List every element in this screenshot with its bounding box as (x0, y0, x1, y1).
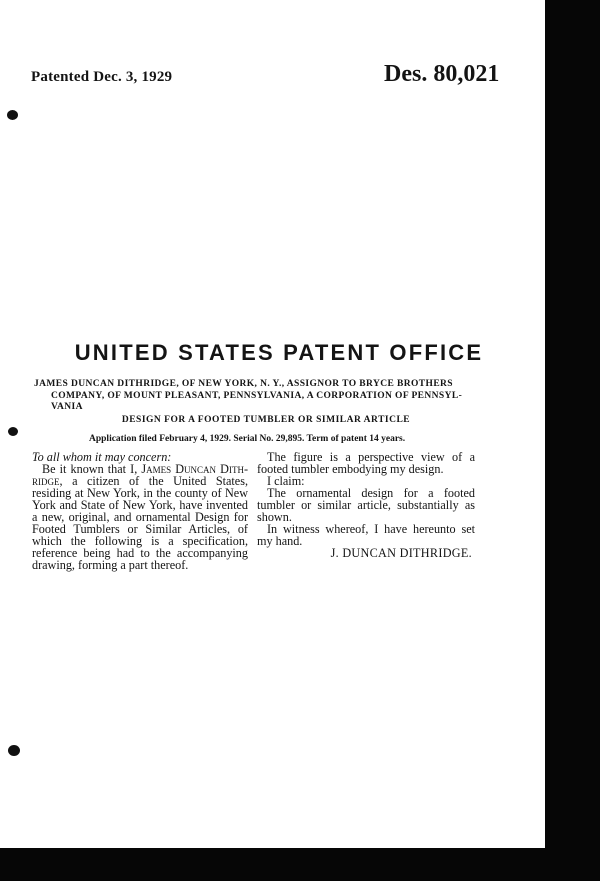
figure-description: The figure is a perspective view of a footed tumbler embodying my design. (257, 450, 475, 476)
specification-column-left (32, 451, 248, 571)
specification-column-right (257, 451, 475, 559)
patent-date: Patented Dec. 3, 1929 (31, 69, 173, 85)
office-title-text: UNITED STATES PATENT OFFICE (74, 340, 484, 365)
inventor-assignor-block (34, 379, 474, 414)
scan-border-bottom (0, 848, 600, 881)
inventor-line-2: COMPANY, OF MOUNT PLEASANT, PENNSYLVANIA, A CORPORATION OF PENNSYL- (51, 390, 463, 401)
claim-text: The ornamental design for a footed tumbler or similar article, substantially as shown. (257, 486, 475, 524)
office-title (0, 340, 510, 366)
specification-paragraph (32, 463, 248, 571)
intro-text: Be it known that I, (42, 462, 138, 476)
design-title (0, 415, 600, 425)
inventor-line-3: VANIA (51, 402, 83, 412)
inventor-signature: J. DUNCAN DITHRIDGE. (330, 546, 472, 560)
binder-hole-bottom (8, 745, 20, 756)
binder-hole-top (7, 110, 18, 120)
specification-body: , a citizen of the United States, residing at New York, in the county of New York and State of New York, have invented a new, original, and ornamental Design for Footed Tumblers or Similar Articles, of which the following is a specification, reference being had to the accompanying drawing, forming a part thereof. (32, 474, 248, 572)
inventor-name: James Duncan Dith- (141, 462, 249, 476)
inventor-name-cont: ridge (32, 474, 60, 488)
inventor-line-1: JAMES DUNCAN DITHRIDGE, OF NEW YORK, N. Y., ASSIGNOR TO BRYCE BROTHERS (34, 379, 453, 389)
patent-number: Des. 80,021 (384, 61, 500, 87)
binder-hole-middle (8, 427, 18, 436)
design-title-text: DESIGN FOR A FOOTED TUMBLER OR SIMILAR ARTICLE (121, 415, 411, 425)
application-line: Application filed February 4, 1929. Serial No. 29,895. Term of patent 14 years. (89, 434, 406, 444)
claim-label: I claim: (267, 474, 305, 488)
witness-text: In witness whereof, I have hereunto set my hand. (257, 522, 475, 548)
scan-border-right (545, 0, 600, 881)
salutation: To all whom it may concern: (32, 450, 172, 464)
